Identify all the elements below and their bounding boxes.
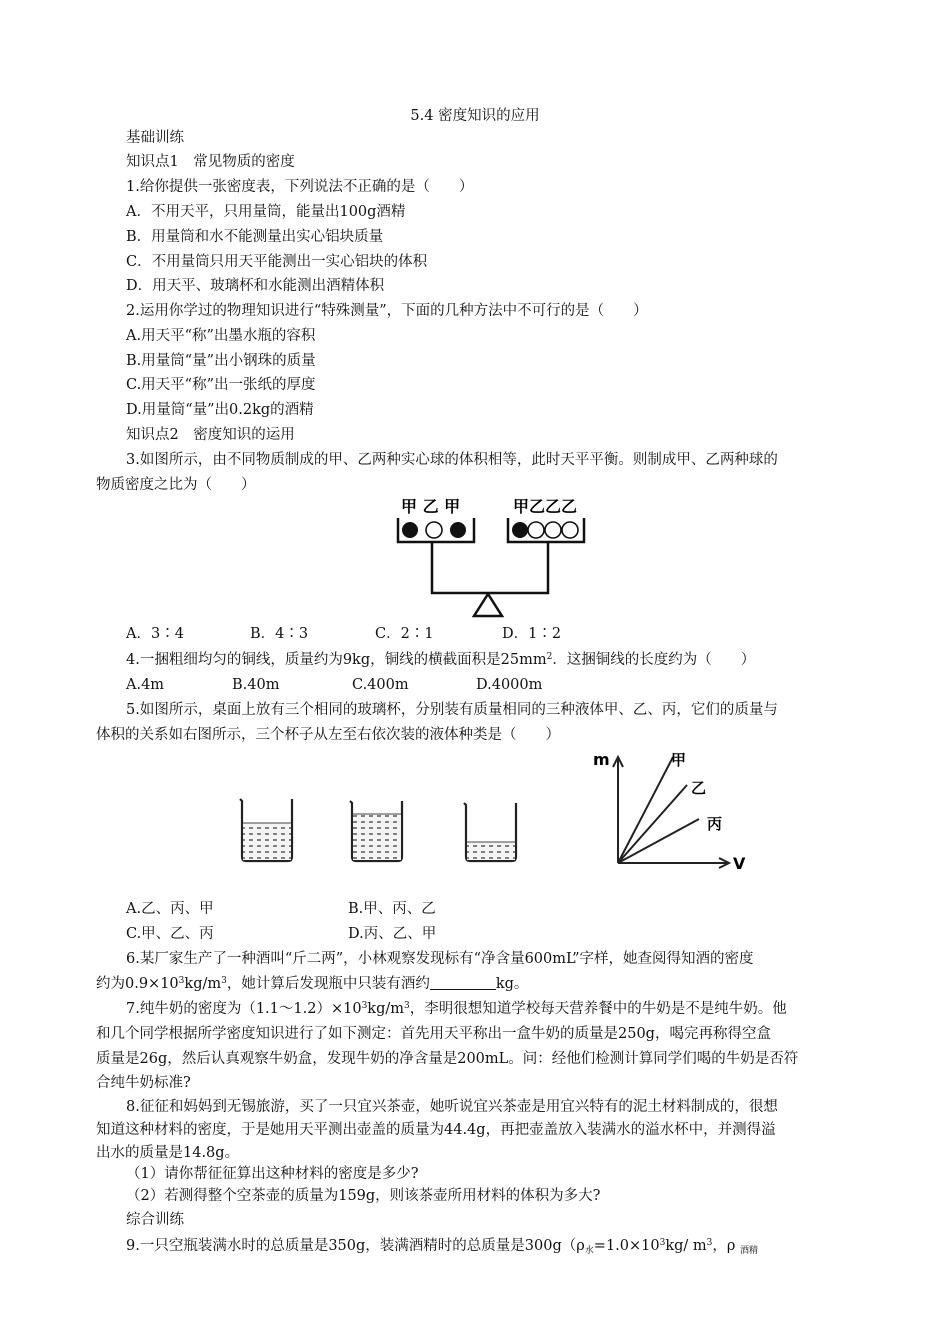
q4-option-d: D.4000m xyxy=(476,677,543,693)
mass-volume-graph xyxy=(585,745,755,875)
q8-line-3: 出水的质量是14.8g。 xyxy=(96,1145,240,1161)
ball-jia xyxy=(402,522,418,538)
balance-fulcrum xyxy=(474,594,502,616)
answer-blank xyxy=(430,975,496,990)
x-axis-label: V xyxy=(733,854,746,873)
q5-option-a: A.乙、丙、甲 xyxy=(126,901,214,917)
q3-option-b: B．4∶3 xyxy=(250,626,309,642)
q5-option-d: D.丙、乙、甲 xyxy=(348,926,437,942)
q2-stem: 2.运用你学过的物理知识进行“特殊测量”，下面的几种方法中不可行的是（ ） xyxy=(126,303,648,319)
label-jia: 甲 xyxy=(671,751,687,769)
q1-stem: 1.给你提供一张密度表，下列说法不正确的是（ ） xyxy=(126,179,474,195)
ball-jia xyxy=(450,522,466,538)
q3-option-a: A．3∶4 xyxy=(126,626,184,642)
left-pan-labels: 甲 乙 甲 xyxy=(401,497,461,516)
q1-option-b: B．用量筒和水不能测量出实心铝块质量 xyxy=(126,229,384,245)
q4-stem: 4.一捆粗细均匀的铜线，质量约为9kg，铜线的横截面积是$25mm^2$．这捆铜线的长度约为（ ） xyxy=(126,652,756,668)
q8-sub-2: （2）若测得整个空茶壶的质量为159g，则该茶壶所用材料的体积为多大? xyxy=(126,1188,601,1204)
knowledge-point-1: 知识点1 常见物质的密度 xyxy=(126,154,295,170)
knowledge-point-2: 知识点2 密度知识的运用 xyxy=(126,427,295,443)
q2-option-d: D.用量筒“量”出0.2kg的酒精 xyxy=(126,402,314,418)
beakers-figure xyxy=(232,765,532,875)
q8-line-1: 8.征征和妈妈到无锡旅游，买了一只宜兴茶壶，她听说宜兴茶壶是用宜兴特有的泥土材料制成的，很想 xyxy=(126,1099,778,1115)
ball-yi xyxy=(545,522,561,538)
q2-option-a: A.用天平“称”出墨水瓶的容积 xyxy=(126,328,316,344)
q1-option-a: A．不用天平，只用量筒，能量出100g酒精 xyxy=(126,204,406,220)
y-axis-label: m xyxy=(593,750,610,769)
q3-line-2: 物质密度之比为（ ） xyxy=(96,477,256,493)
balance-figure xyxy=(388,494,598,622)
ball-jia xyxy=(512,522,528,538)
q8-sub-1: （1）请你帮征征算出这种材料的密度是多少? xyxy=(126,1166,419,1182)
q6-line-1: 6.某厂家生产了一种酒叫“斤二两”，小林观察发现标有“净含量600mL”字样，她查阅得知酒的密度 xyxy=(126,951,754,967)
label-bing: 丙 xyxy=(707,815,723,833)
q5-line-2: 体积的关系如右图所示，三个杯子从左至右依次装的液体种类是（ ） xyxy=(96,727,560,743)
q3-line-1: 3.如图所示，由不同物质制成的甲、乙两种实心球的体积相等，此时天平平衡。则制成甲、乙两种球的 xyxy=(126,452,778,468)
q8-line-2: 知道这种材料的密度，于是她用天平测出壶盖的质量为44.4g，再把壶盖放入装满水的溢水杯中，并测得溢 xyxy=(96,1122,776,1138)
ball-yi xyxy=(528,522,544,538)
q3-option-d: D．1∶2 xyxy=(502,626,562,642)
q4-option-c: C.400m xyxy=(352,677,409,693)
q7-line-1: 7.纯牛奶的密度为$(1.1\sim 1.2)\times 10^3kg/m^3$，李明很想知道学校每天营养餐中的牛奶是不是纯牛奶。他 xyxy=(126,1001,787,1017)
q5-option-b: B.甲、丙、乙 xyxy=(348,901,436,917)
page-title: 5.4 密度知识的应用 xyxy=(410,108,540,124)
right-pan-labels: 甲乙乙乙 xyxy=(513,497,578,516)
ball-yi xyxy=(426,522,442,538)
q2-option-b: B.用量筒“量”出小钢珠的质量 xyxy=(126,353,316,369)
q4-option-b: B.40m xyxy=(232,677,280,693)
ball-yi xyxy=(562,522,578,538)
q4-option-a: A.4m xyxy=(126,677,165,693)
q9-line-1: 9.一只空瓶装满水时的总质量是350g，装满酒精时的总质量是$300g(\rho_水=1.0\times 10^3kg/$ $m^3$，ρ $_{酒精}$ xyxy=(126,1238,759,1256)
beaker-right xyxy=(464,803,516,861)
q1-option-d: D．用天平、玻璃杯和水能测出酒精体积 xyxy=(126,278,385,294)
q5-line-1: 5.如图所示，桌面上放有三个相同的玻璃杯，分别装有质量相同的三种液体甲、乙、丙，它们的质量与 xyxy=(126,702,778,718)
q7-line-3: 质量是26g，然后认真观察牛奶盒，发现牛奶的净含量是200mL。问：经他们检测计算同学们喝的牛奶是否符 xyxy=(96,1051,799,1067)
q6-line-2: 约为$0.9\times 10^3kg/m^3$，她计算后发现瓶中只装有酒约 kg。 xyxy=(96,976,529,992)
section-basic: 基础训练 xyxy=(126,130,184,146)
label-yi: 乙 xyxy=(691,779,707,797)
q5-option-c: C.甲、乙、丙 xyxy=(126,926,214,942)
q1-option-c: C．不用量筒只用天平能测出一实心铝块的体积 xyxy=(126,254,428,270)
q7-line-2: 和几个同学根据所学密度知识进行了如下测定：首先用天平称出一盒牛奶的质量是250g，喝完再称得空盒 xyxy=(96,1026,771,1042)
section-comprehensive: 综合训练 xyxy=(126,1212,184,1228)
balance-beam xyxy=(432,542,548,593)
q7-line-4: 合纯牛奶标准? xyxy=(96,1075,191,1091)
q2-option-c: C.用天平“称”出一张纸的厚度 xyxy=(126,377,316,393)
beaker-left xyxy=(240,799,292,861)
beaker-middle xyxy=(350,801,402,861)
q3-option-c: C．2∶1 xyxy=(375,626,434,642)
